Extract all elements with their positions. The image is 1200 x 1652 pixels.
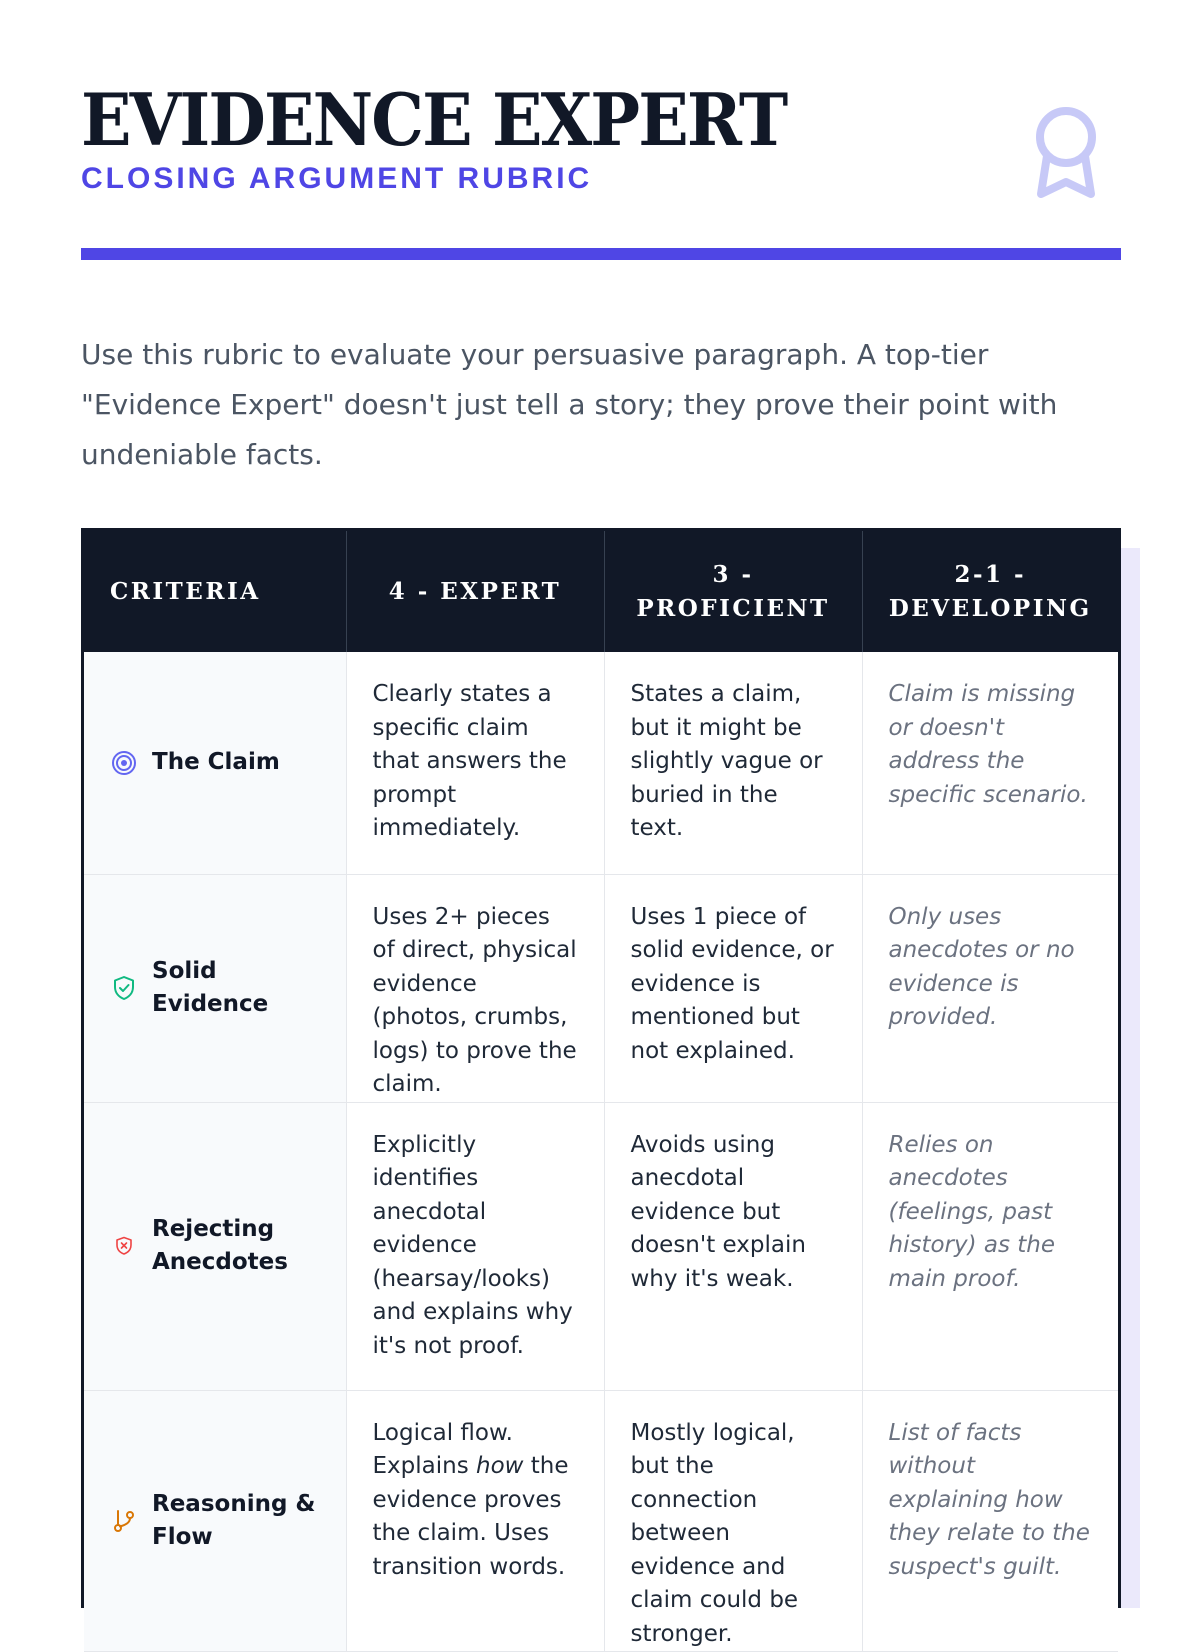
header-criteria: CRITERIA	[84, 531, 346, 652]
proficient-cell: Uses 1 piece of solid evidence, or evidence is mentioned but not explained.	[604, 874, 862, 1102]
shield-check-icon	[110, 974, 138, 1002]
developing-cell: Only uses anecdotes or no evidence is provided.	[862, 874, 1118, 1102]
page-subtitle: CLOSING ARGUMENT RUBRIC	[81, 162, 593, 195]
rubric-table	[84, 531, 1118, 1652]
expert-text-emphasis: how	[476, 1453, 524, 1479]
criterion-label: Solid Evidence	[152, 958, 269, 1017]
criterion-cell	[84, 1102, 346, 1390]
criterion-label: Reasoning & Flow	[152, 1490, 316, 1550]
shield-x-icon	[110, 1232, 138, 1260]
table-row	[84, 1102, 1118, 1390]
proficient-cell: Mostly logical, but the connection between evidence and claim could be stronger.	[604, 1390, 862, 1652]
expert-text-end: the evidence proves the claim. Uses transition words.	[372, 1453, 569, 1580]
expert-cell: Clearly states a specific claim that answers the prompt immediately.	[346, 652, 604, 874]
proficient-cell: States a claim, but it might be slightly vague or buried in the text.	[604, 652, 862, 874]
criterion-cell	[84, 874, 346, 1102]
table-row	[84, 874, 1118, 1102]
git-branch-icon	[110, 1507, 138, 1535]
criterion-label: The Claim	[152, 749, 280, 776]
criterion-cell	[84, 1390, 346, 1652]
header-expert: 4 - EXPERT	[346, 531, 604, 652]
header-proficient: 3 - PROFICIENT	[604, 531, 862, 652]
target-icon	[110, 749, 138, 777]
expert-text-start: Logical flow. Explains	[372, 1419, 513, 1479]
header-divider	[81, 248, 1121, 260]
criterion-label: Rejecting Anecdotes	[152, 1216, 288, 1275]
rubric-table-container	[81, 528, 1121, 1647]
developing-cell: Claim is missing or doesn't address the specific scenario.	[862, 652, 1118, 874]
proficient-cell: Avoids using anecdotal evidence but doesn't explain why it's weak.	[604, 1102, 862, 1390]
criterion-cell	[84, 652, 346, 874]
expert-cell	[346, 1390, 604, 1652]
table-header-row	[84, 531, 1118, 652]
developing-cell: List of facts without explaining how they relate to the suspect's guilt.	[862, 1390, 1118, 1652]
page-header	[81, 77, 1121, 260]
intro-paragraph: Use this rubric to evaluate your persuasive paragraph. A top-tier "Evidence Expert" doesn't just tell a story; they prove their point with undeniable facts.	[81, 338, 1058, 471]
page-title: EVIDENCE EXPERT	[81, 77, 787, 162]
table-row	[84, 652, 1118, 874]
award-ribbon-icon	[1031, 102, 1101, 202]
developing-cell: Relies on anecdotes (feelings, past history) as the main proof.	[862, 1102, 1118, 1390]
expert-cell: Explicitly identifies anecdotal evidence (hearsay/looks) and explains why it's not proof.	[346, 1102, 604, 1390]
header-developing: 2-1 - DEVELOPING	[862, 531, 1118, 652]
expert-cell: Uses 2+ pieces of direct, physical evidence (photos, crumbs, logs) to prove the claim.	[346, 874, 604, 1102]
table-row	[84, 1390, 1118, 1652]
